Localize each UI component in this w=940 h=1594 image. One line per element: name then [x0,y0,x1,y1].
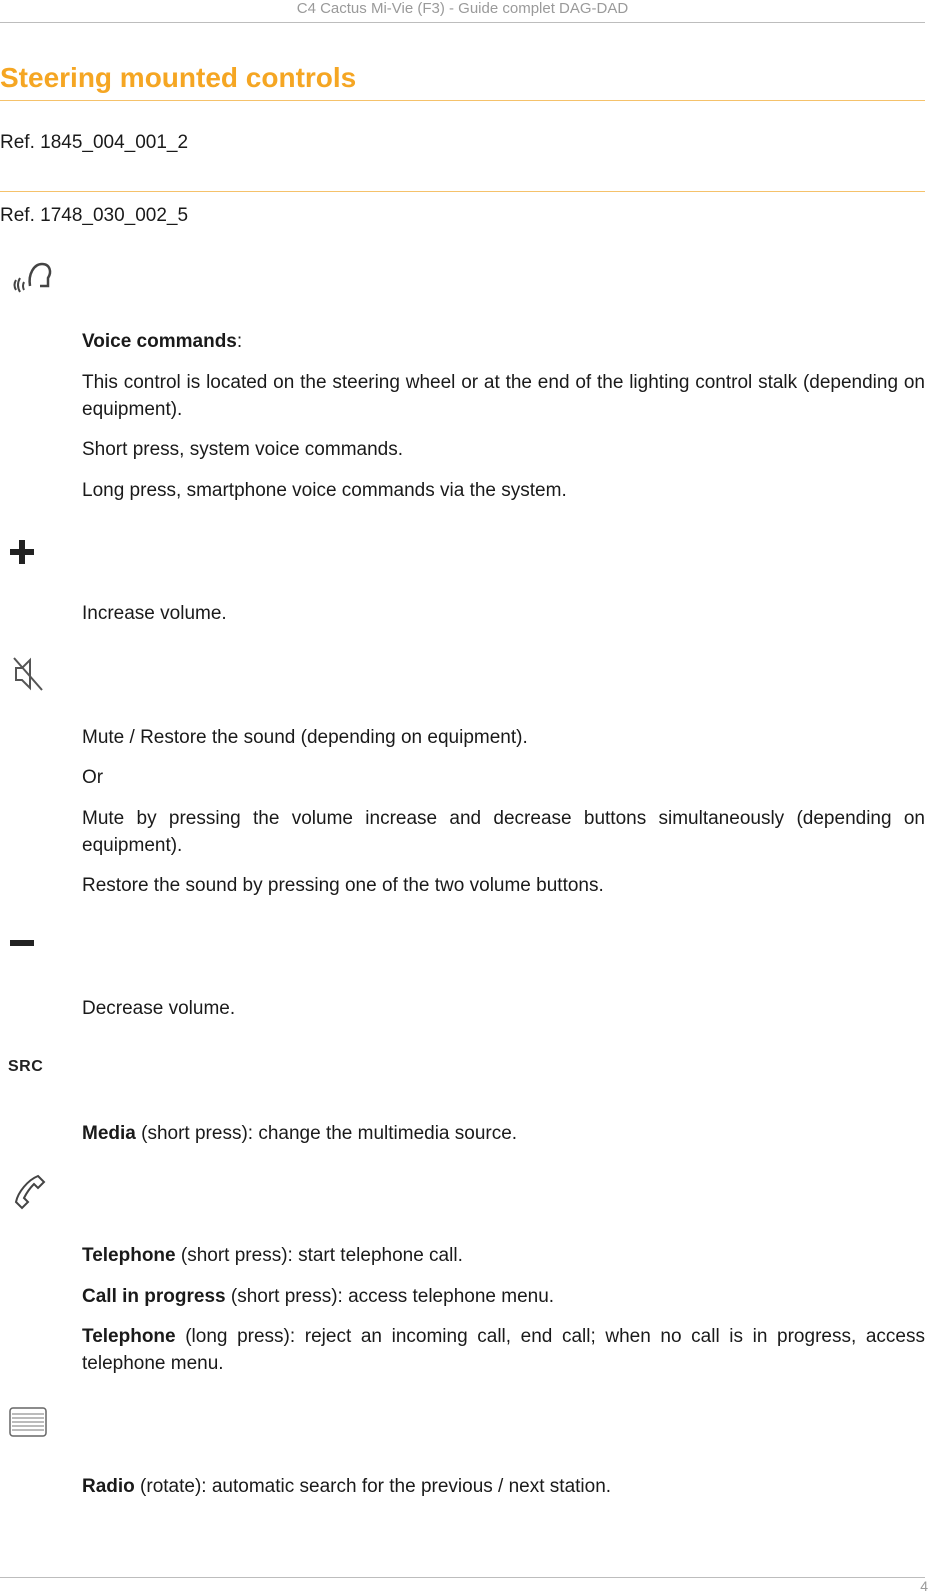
mute-by-buttons-text: Mute by pressing the volume increase and decrease buttons simultaneously (depending on equipment). [82,808,925,856]
decrease-volume-text: Decrease volume. [82,998,236,1019]
media-text: Media (short press): change the multimedia source. [82,1123,518,1144]
voice-commands-long-press: Long press, smartphone voice commands via the system. [82,480,567,501]
restore-sound-text: Restore the sound by pressing one of the two volume buttons. [82,875,604,896]
increase-volume-text: Increase volume. [82,603,227,624]
voice-commands-location: This control is located on the steering wheel or at the end of the lighting control stalk (depending on equipment). [82,372,925,420]
footer-divider [0,1577,925,1578]
call-in-progress-text: Call in progress (short press): access telephone menu. [82,1286,555,1307]
phone-icon [8,1172,48,1217]
minus-icon [8,934,38,959]
radio-wheel-icon [8,1406,50,1445]
radio-rotate-text: Radio (rotate): automatic search for the previous / next station. [82,1476,612,1497]
telephone-long-press-text: Telephone (long press): reject an incoming call, end call; when no call is in progress, access telephone menu. [82,1326,925,1374]
voice-commands-label: Voice commands: [82,331,243,352]
section-divider [0,191,925,192]
mute-icon [8,654,48,699]
section-title: Steering mounted controls [0,62,925,101]
voice-command-icon [8,256,54,303]
page-number: 4 [920,1578,928,1594]
plus-icon [8,537,38,572]
reference-2: Ref. 1748_030_002_5 [0,205,189,226]
reference-1: Ref. 1845_004_001_2 [0,132,189,153]
mute-or-text: Or [82,767,104,788]
mute-restore-text: Mute / Restore the sound (depending on equipment). [82,727,528,748]
voice-commands-short-press: Short press, system voice commands. [82,439,403,460]
telephone-short-press-text: Telephone (short press): start telephone call. [82,1245,463,1266]
running-header: C4 Cactus Mi-Vie (F3) - Guide complet DAG-DAD [0,0,925,23]
src-icon: SRC [8,1058,44,1075]
